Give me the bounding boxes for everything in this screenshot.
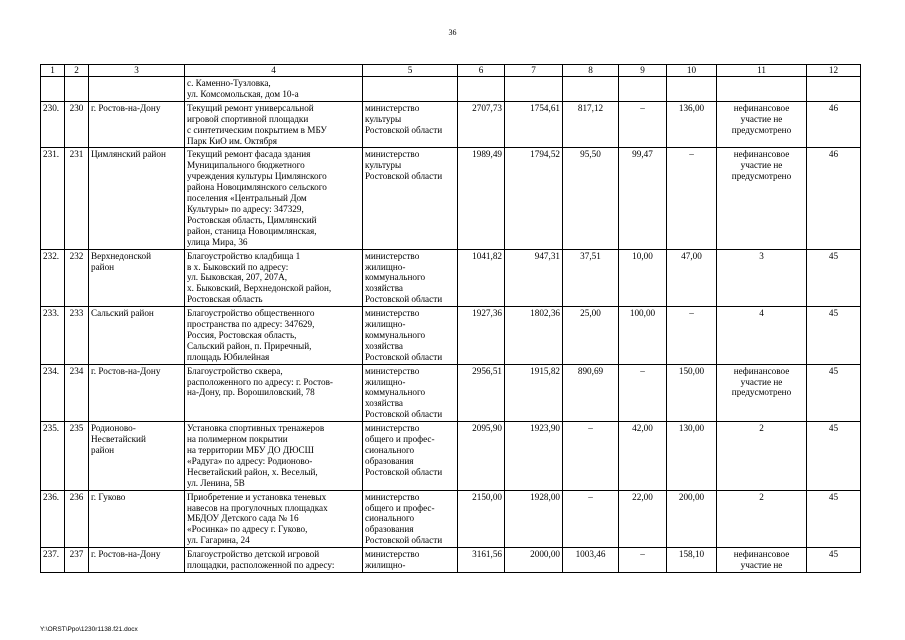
file-path-footer: Y:\ORST\Ppo\1230r1138.f21.docx xyxy=(40,626,138,633)
cell-row-number: 237. xyxy=(41,548,65,573)
cell-nonfinancial: 3 xyxy=(717,249,807,307)
cell-description: Приобретение и установка теневых навесов на прогулочных площадках МБДОУ Детского сада № 16 «Росинка» по адресу г. Гуково, ул. Гагарина, 24 xyxy=(185,490,363,548)
col-header: 6 xyxy=(458,65,505,77)
cell-extra: – xyxy=(619,548,667,573)
table-row xyxy=(41,101,861,148)
cell-total: 1927,36 xyxy=(458,307,505,365)
cell-regional: 947,31 xyxy=(505,249,563,307)
cell-row-number: 235. xyxy=(41,422,65,490)
cell-extra: 99,47 xyxy=(619,148,667,249)
cell-index: 237 xyxy=(65,548,89,573)
cell-local: – xyxy=(563,490,619,548)
cell-initiative: 130,00 xyxy=(667,422,717,490)
cell-total: 2956,51 xyxy=(458,364,505,422)
cell-municipality: Родионово- Несветайский район xyxy=(89,422,185,490)
cell-initiative: – xyxy=(667,148,717,249)
cell-ministry: министерство общего и профес- сионального образования Ростовской области xyxy=(363,422,458,490)
table-row xyxy=(41,490,861,548)
cell-total: 2150,00 xyxy=(458,490,505,548)
cell-description: Благоустройство кладбища 1 в х. Быковский по адресу: ул. Быковская, 207, 207А, х. Быковский, Верхнедонской район, Ростовская область xyxy=(185,249,363,307)
cell-index: 235 xyxy=(65,422,89,490)
cell-index: 232 xyxy=(65,249,89,307)
table-row xyxy=(41,249,861,307)
cell-municipality: г. Ростов-на-Дону xyxy=(89,548,185,573)
cell-index: 236 xyxy=(65,490,89,548)
cell-local: 95,50 xyxy=(563,148,619,249)
cell-points: 45 xyxy=(807,422,861,490)
cell-regional: 2000,00 xyxy=(505,548,563,573)
continuation-row xyxy=(41,77,861,102)
cell-local: – xyxy=(563,422,619,490)
col-header: 7 xyxy=(505,65,563,77)
cell-nonfinancial: нефинансовое участие не предусмотрено xyxy=(717,364,807,422)
cell-regional: 1915,82 xyxy=(505,364,563,422)
cell-index: 231 xyxy=(65,148,89,249)
cell-points: 45 xyxy=(807,490,861,548)
cell-description: Благоустройство сквера, расположенного по адресу: г. Ростов- на-Дону, пр. Ворошиловский, 78 xyxy=(185,364,363,422)
cell-nonfinancial: нефинансовое участие не предусмотрено xyxy=(717,148,807,249)
cell-index: 230 xyxy=(65,101,89,148)
cell-local: 1003,46 xyxy=(563,548,619,573)
cell-index: 234 xyxy=(65,364,89,422)
cell-initiative: 47,00 xyxy=(667,249,717,307)
cell-municipality: г. Ростов-на-Дону xyxy=(89,364,185,422)
col-header: 3 xyxy=(89,65,185,77)
table-row xyxy=(41,148,861,249)
col-header: 8 xyxy=(563,65,619,77)
cell-nonfinancial: 2 xyxy=(717,490,807,548)
cell-points: 46 xyxy=(807,101,861,148)
cell-local: 817,12 xyxy=(563,101,619,148)
cell-municipality: г. Ростов-на-Дону xyxy=(89,101,185,148)
cell-description: Благоустройство общественного пространства по адресу: 347629, Россия, Ростовская область, Сальский район, п. Приречный, площадь Юбилейная xyxy=(185,307,363,365)
cell-regional: 1923,90 xyxy=(505,422,563,490)
cell-points: 45 xyxy=(807,307,861,365)
cell-points: 46 xyxy=(807,148,861,249)
cell-municipality: Сальский район xyxy=(89,307,185,365)
cell-nonfinancial: 4 xyxy=(717,307,807,365)
cell-initiative: – xyxy=(667,307,717,365)
cell-regional: 1794,52 xyxy=(505,148,563,249)
cell-row-number: 230. xyxy=(41,101,65,148)
cell-local: 890,69 xyxy=(563,364,619,422)
cell-municipality: г. Гуково xyxy=(89,490,185,548)
cell-description: Текущий ремонт универсальной игровой спортивной площадки с синтетическим покрытием в МБУ Парк КиО им. Октября xyxy=(185,101,363,148)
cell-ministry: министерство жилищно- коммунального хозяйства Ростовской области xyxy=(363,364,458,422)
data-table xyxy=(40,64,861,573)
cell-extra: – xyxy=(619,101,667,148)
cell-extra: – xyxy=(619,364,667,422)
cell-regional: 1928,00 xyxy=(505,490,563,548)
cell-extra: 10,00 xyxy=(619,249,667,307)
cell-description: Установка спортивных тренажеров на полимерном покрытии на территории МБУ ДО ДЮСШ «Радуга» по адресу: Родионово- Несветайский район, х. Веселый, ул. Ленина, 5В xyxy=(185,422,363,490)
cell-initiative: 158,10 xyxy=(667,548,717,573)
cell-ministry: министерство жилищно- коммунального хозяйства Ростовской области xyxy=(363,307,458,365)
col-header: 11 xyxy=(717,65,807,77)
page-number: 36 xyxy=(448,28,457,37)
header-row xyxy=(41,65,861,77)
cell-row-number: 231. xyxy=(41,148,65,249)
cell-row-number: 233. xyxy=(41,307,65,365)
cell-local: 25,00 xyxy=(563,307,619,365)
cell-nonfinancial: нефинансовое участие не xyxy=(717,548,807,573)
table-row xyxy=(41,364,861,422)
cell-nonfinancial: нефинансовое участие не предусмотрено xyxy=(717,101,807,148)
cell-extra: 100,00 xyxy=(619,307,667,365)
cell-initiative: 136,00 xyxy=(667,101,717,148)
cell-local: 37,51 xyxy=(563,249,619,307)
cell-ministry: министерство культуры Ростовской области xyxy=(363,148,458,249)
cell-ministry: министерство жилищно- xyxy=(363,548,458,573)
cell-ministry: министерство общего и профес- сионального образования Ростовской области xyxy=(363,490,458,548)
table-row xyxy=(41,548,861,573)
cell-extra: 42,00 xyxy=(619,422,667,490)
cell-initiative: 200,00 xyxy=(667,490,717,548)
cell-total: 1041,82 xyxy=(458,249,505,307)
col-header: 2 xyxy=(65,65,89,77)
cell-regional: 1754,61 xyxy=(505,101,563,148)
col-header: 4 xyxy=(185,65,363,77)
cell-total: 1989,49 xyxy=(458,148,505,249)
cell-index: 233 xyxy=(65,307,89,365)
col-header: 9 xyxy=(619,65,667,77)
cell-description: Текущий ремонт фасада здания Муниципального бюджетного учреждения культуры Цимлянского района Новоцимлянского сельского поселения «Центральный Дом Культуры» по адресу: 347329, Ростовская область, Цимлянский район, станица Новоцимлянская, улица Мира, 36 xyxy=(185,148,363,249)
cell-initiative: 150,00 xyxy=(667,364,717,422)
cell-row-number: 234. xyxy=(41,364,65,422)
cell-total: 2095,90 xyxy=(458,422,505,490)
col-header: 10 xyxy=(667,65,717,77)
cell-ministry: министерство жилищно- коммунального хозяйства Ростовской области xyxy=(363,249,458,307)
col-header: 1 xyxy=(41,65,65,77)
cell-total: 2707,73 xyxy=(458,101,505,148)
cell-row-number: 232. xyxy=(41,249,65,307)
cell-ministry: министерство культуры Ростовской области xyxy=(363,101,458,148)
table-row xyxy=(41,307,861,365)
cell-municipality: Верхнедонской район xyxy=(89,249,185,307)
cell-extra: 22,00 xyxy=(619,490,667,548)
cell-points: 45 xyxy=(807,548,861,573)
cell-description: Благоустройство детской игровой площадки, расположенной по адресу: xyxy=(185,548,363,573)
col-header: 5 xyxy=(363,65,458,77)
cell-regional: 1802,36 xyxy=(505,307,563,365)
cell-nonfinancial: 2 xyxy=(717,422,807,490)
col-header: 12 xyxy=(807,65,861,77)
cell-points: 45 xyxy=(807,249,861,307)
cell-row-number: 236. xyxy=(41,490,65,548)
table-row xyxy=(41,422,861,490)
cell-total: 3161,56 xyxy=(458,548,505,573)
cell-points: 45 xyxy=(807,364,861,422)
cell-municipality: Цимлянский район xyxy=(89,148,185,249)
cell-description: с. Каменно-Тузловка, ул. Комсомольская, дом 10-а xyxy=(185,77,363,102)
